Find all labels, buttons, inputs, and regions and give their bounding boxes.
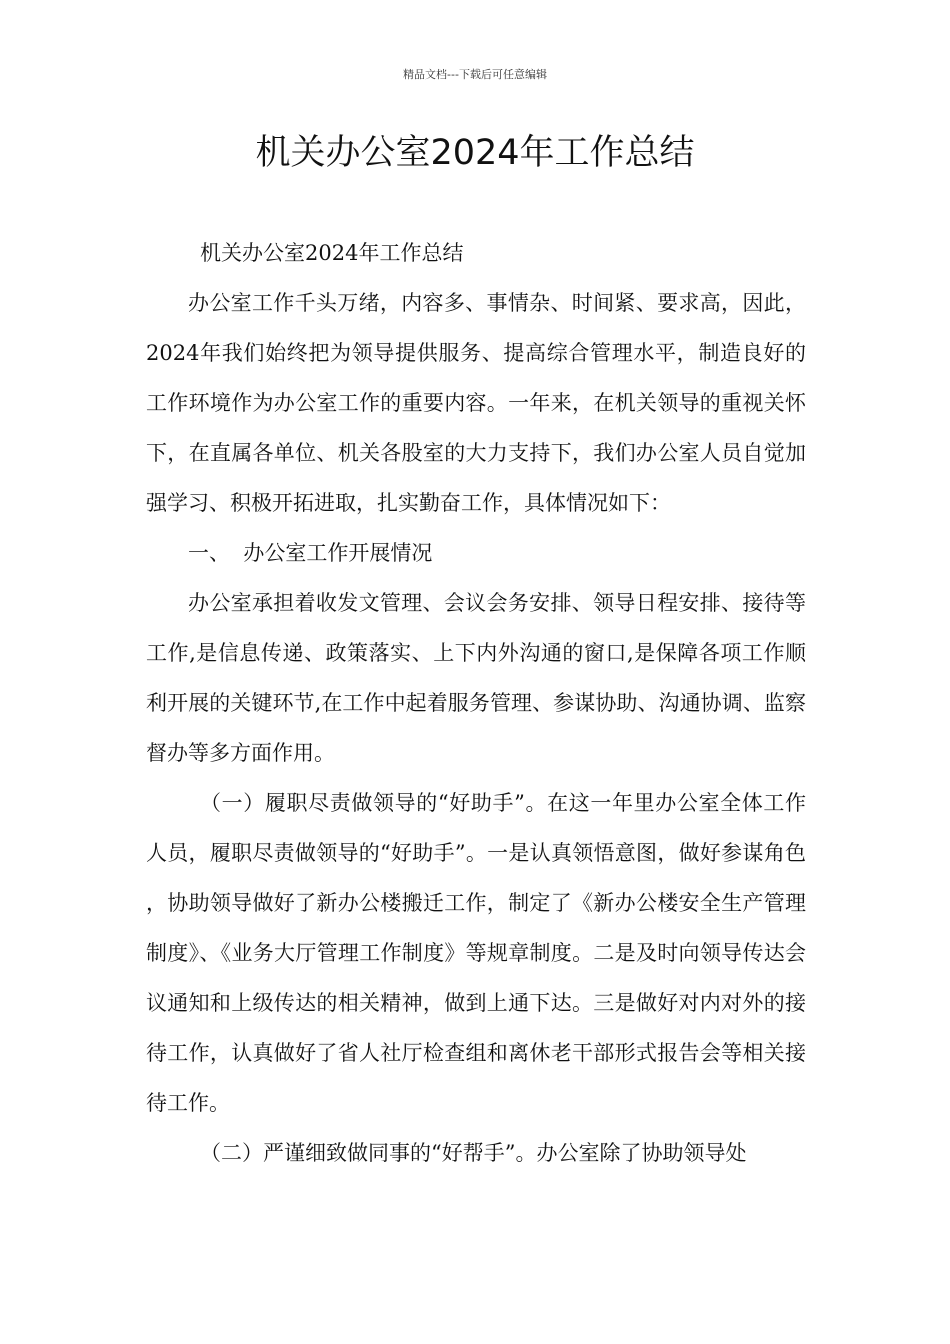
subsection-paragraph-1: （一）履职尽责做领导的“好助手”。在这一年里办公室全体工作人员，履职尽责做领导的“好助手”。一是认真领悟意图，做好参谋角色，协助领导做好了新办公楼搬迁工作，制定了《新办公楼安全生产管理制度》、《业务大厅管理工作制度》等规章制度。二是及时向领导传达会议通知和上级传达的相关精神，做到上通下达。三是做好对内对外的接待工作，认真做好了省人社厅检查组和离休老干部形式报告会等相关接待工作。 (146, 791, 806, 1115)
subsection-paragraph-2: （二）严谨细致做同事的“好帮手”。办公室除了协助领导处 (200, 1141, 747, 1165)
header-note: 精品文档---下载后可任意编辑 (403, 68, 547, 81)
document-title: 机关办公室2024年工作总结 (255, 133, 695, 173)
intro-paragraph: 办公室工作千头万绪，内容多、事情杂、时间紧、要求高，因此，2024年我们始终把为领导提供服务、提高综合管理水平，制造良好的工作环境作为办公室工作的重要内容。一年来，在机关领导的重视关怀下，在直属各单位、机关各股室的大力支持下，我们办公室人员自觉加强学习、积极开拓进取，扎实勤奋工作，具体情况如下： (146, 291, 806, 515)
section-paragraph: 办公室承担着收发文管理、会议会务安排、领导日程安排、接待等工作,是信息传递、政策落实、上下内外沟通的窗口,是保障各项工作顺利开展的关键环节,在工作中起着服务管理、参谋协助、沟通协调、监察督办等多方面作用。 (146, 591, 806, 765)
subtitle-paragraph: 机关办公室2024年工作总结 (200, 241, 464, 265)
section-heading: 一、 办公室工作开展情况 (188, 541, 433, 565)
document-body (146, 228, 806, 1178)
